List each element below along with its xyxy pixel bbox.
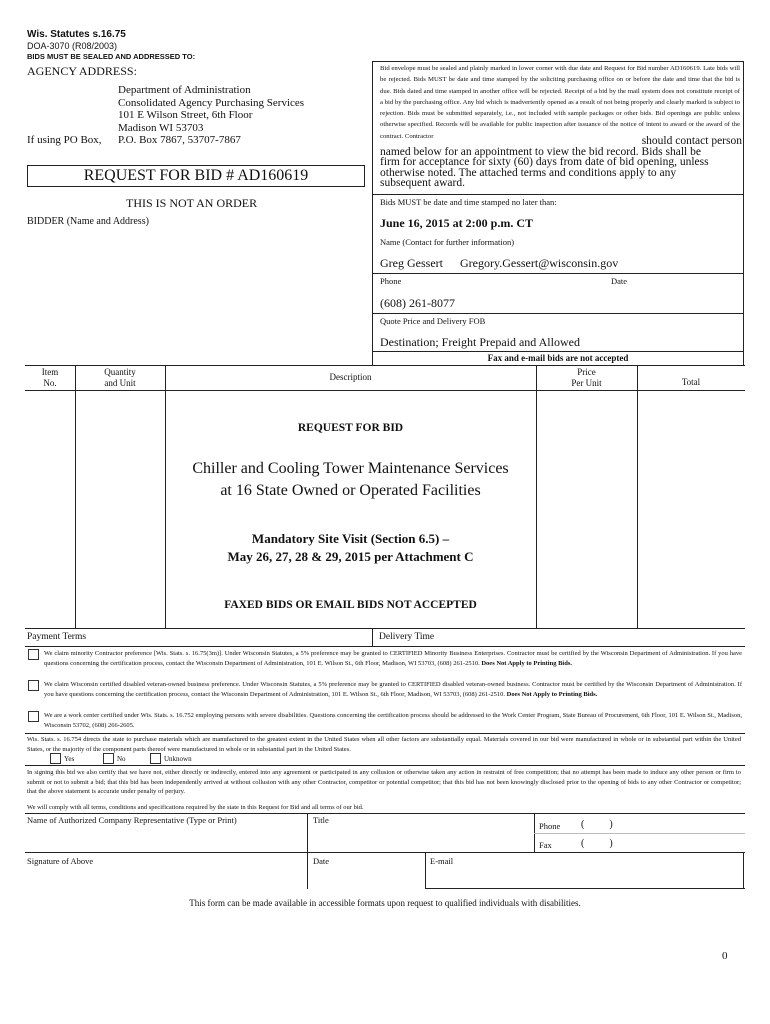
not-order: THIS IS NOT AN ORDER bbox=[126, 196, 258, 210]
sig-phone-label: Phone bbox=[539, 821, 561, 831]
yes-label: Yes bbox=[64, 755, 75, 763]
statute: Wis. Statutes s.16.75 bbox=[27, 29, 126, 40]
due-value: June 16, 2015 at 2:00 p.m. CT bbox=[380, 216, 534, 230]
quote-label: Quote Price and Delivery FOB bbox=[380, 316, 486, 326]
instr-large-4: otherwise noted. The attached terms and conditions apply to any bbox=[380, 166, 677, 179]
sig-email-label: E-mail bbox=[430, 856, 454, 866]
rep-label: Name of Authorized Company Representative (Type or Print) bbox=[27, 815, 237, 825]
address-line-3: 101 E Wilson Street, 6th Floor bbox=[118, 109, 253, 121]
site-visit-line-2: May 26, 27, 28 & 29, 2015 per Attachment C bbox=[227, 549, 474, 564]
instr-large-3: firm for acceptance for sixty (60) days from date of bid opening, unless bbox=[380, 156, 709, 168]
title-line-1: Chiller and Cooling Tower Maintenance Services bbox=[192, 460, 509, 477]
sig-phone-parens: ( ) bbox=[581, 819, 613, 830]
veteran-checkbox[interactable] bbox=[28, 680, 39, 691]
agency-address bbox=[118, 84, 304, 134]
yes-checkbox[interactable] bbox=[50, 753, 61, 764]
sig-date-label: Date bbox=[313, 856, 330, 866]
no-checkbox[interactable] bbox=[103, 753, 114, 764]
address-line-1: Department of Administration bbox=[118, 84, 251, 96]
payment-label: Payment Terms bbox=[27, 632, 87, 642]
instr-large-2: named below for an appointment to view the bid record. Bids shall be bbox=[380, 145, 701, 158]
sig-label: Signature of Above bbox=[27, 856, 94, 866]
col-price: Price Per Unit bbox=[571, 367, 602, 388]
date-label: Date bbox=[611, 276, 628, 286]
instr-large-5: subsequent award. bbox=[380, 177, 465, 189]
contact-email[interactable]: Gregory.Gessert@wisconsin.gov bbox=[460, 256, 619, 270]
bidder-label: BIDDER (Name and Address) bbox=[27, 216, 149, 227]
address-line-2: Consolidated Agency Purchasing Services bbox=[118, 96, 305, 109]
usa-text: Wis. Stats. s. 16.754 directs the state to purchase materials which are manufactured to the greatest extent in the United States when all other factors are substantially equal. Materials covered in our bid were manufactured in whole or in substantial part within the United States, or the majority of the component parts thereof were manufactured in whole or in substantial part in the United States. bbox=[27, 736, 741, 753]
title-line-2: at 16 State Owned or Operated Facilities bbox=[220, 482, 481, 499]
instr-large-1: should contact person bbox=[641, 135, 742, 147]
sealed-note: BIDS MUST BE SEALED AND ADDRESSED TO: bbox=[27, 52, 196, 61]
col-qty: Quantity and Unit bbox=[104, 367, 136, 388]
request-title: REQUEST FOR BID # AD160619 bbox=[83, 167, 309, 184]
site-visit-line-1: Mandatory Site Visit (Section 6.5) – bbox=[251, 531, 450, 546]
po-value: P.O. Box 7867, 53707-7867 bbox=[118, 134, 241, 146]
delivery-label: Delivery Time bbox=[379, 632, 435, 642]
agency-label: AGENCY ADDRESS: bbox=[27, 64, 137, 78]
sig-fax-label: Fax bbox=[539, 840, 552, 850]
col-desc: Description bbox=[329, 372, 372, 382]
due-label: Bids MUST be date and time stamped no later than: bbox=[380, 197, 557, 207]
address-line-4: Madison WI 53703 bbox=[118, 121, 204, 134]
minority-text: We claim minority Contractor preference [Wis. Stats. s. 16.75(3m)]. Under Wisconsin Statutes, a 5% preference may be granted to CERTIFIED Minority Business Enterprises. Contractor must be certified by the Wisconsin Department of Administration. If you have questions concerning the certification process, contact the Wisconsin Department of Administration, 101 E. Wilson St., 6th Floor, Madison, WI 53703, (608) 261-2510. Does Not Apply to Printing Bids. bbox=[44, 650, 742, 667]
minority-bold: Does Not Apply to Printing Bids. bbox=[481, 660, 573, 667]
site-visit bbox=[165, 530, 536, 566]
col-total: Total bbox=[681, 377, 701, 387]
work-center-checkbox[interactable] bbox=[28, 711, 39, 722]
instructions-small: Bid envelope must be sealed and plainly marked in lower corner with due date and Request for Bid number AD160619. Late bids will be rejected. Bids MUST be date and time stamped by the soliciting purchasing office on or before the date and time that the bid is due. Bids dated and time stamped in another office will be rejected. Receipt of a bid by the mail system does not constitute receipt of a bid by the purchasing office. Any bid which is inadvertently opened as a result of not being properly and clearly marked is subject to rejection. Bids must be submitted separately, i.e., not included with sample packages or other bids. Bid openings are public unless otherwise specified. Records will be available for public inspection after issuance of the notice of intent to award or the award of the contract. Contractor bbox=[380, 65, 740, 140]
collusion-text: In signing this bid we also certify that we have not, either directly or indirectly, entered into any agreement or participated in any collusion or otherwise taken any action in restraint of free competition; that no attempt has been made to induce any other person or firm to submit or not to submit a bid; that this bid has been independently arrived at without collusion with any other Contractor, competitor or potential competitor; that this bid has not been knowingly disclosed prior to the opening of bids to any other Contractor or competitor; that the above statement is accurate under penalty of perjury. bbox=[27, 769, 741, 795]
veteran-bold: Does Not Apply to Printing Bids. bbox=[506, 691, 598, 698]
comply-text: We will comply with all terms, conditions and specifications required by the state in this Request for Bid and all terms of our bid. bbox=[27, 804, 364, 811]
title-block bbox=[165, 458, 536, 502]
accessible-note: This form can be made available in accessible formats upon request to qualified individuals with disabilities. bbox=[189, 898, 581, 908]
contact-label: Name (Contact for further information) bbox=[380, 237, 515, 247]
veteran-text: We claim Wisconsin certified disabled veteran-owned business preference. Under Wisconsin Statutes, a 5% preference may be granted to CERTIFIED disabled veteran-owned business. Contractor must be certified by the Wisconsin Department of Administration. If you have questions concerning the certification process, contact the Wisconsin Department of Administration, 101 E. Wilson St., 6th Floor, Madison, WI 53703, (608) 261-2510. Does Not Apply to Printing Bids. bbox=[44, 681, 742, 698]
rfb-heading: REQUEST FOR BID bbox=[297, 422, 404, 434]
page-number: 0 bbox=[722, 950, 728, 962]
title-label: Title bbox=[313, 815, 329, 825]
contact-name: Greg Gessert bbox=[380, 256, 443, 270]
contact-phone: (608) 261-8077 bbox=[380, 296, 455, 310]
form-number: DOA-3070 (R08/2003) bbox=[27, 41, 118, 51]
request-title-box bbox=[27, 165, 365, 187]
no-label: No bbox=[117, 755, 126, 763]
instructions-large bbox=[380, 136, 742, 189]
faxed-note: FAXED BIDS OR EMAIL BIDS NOT ACCEPTED bbox=[224, 599, 477, 611]
work-center-text: We are a work center certified under Wis. Stats. s. 16.752 employing persons with severe disabilities. Questions concerning the certification process should be addressed to the Work Center Program, State Bureau of Procurement, 6th Floor, 101 E. Wilson St., Madison, Wisconsin 53702, (608) 266-2605. bbox=[44, 712, 742, 729]
instructions bbox=[380, 63, 740, 142]
unknown-label: Unknown bbox=[164, 755, 192, 763]
fax-note: Fax and e-mail bids are not accepted bbox=[487, 353, 629, 363]
unknown-checkbox[interactable] bbox=[150, 753, 161, 764]
col-item: Item No. bbox=[41, 367, 59, 388]
po-label: If using PO Box, bbox=[27, 134, 102, 146]
quote-value: Destination; Freight Prepaid and Allowed bbox=[380, 335, 580, 349]
minority-checkbox[interactable] bbox=[28, 649, 39, 660]
sig-fax-parens: ( ) bbox=[581, 838, 613, 849]
phone-label: Phone bbox=[380, 276, 402, 286]
